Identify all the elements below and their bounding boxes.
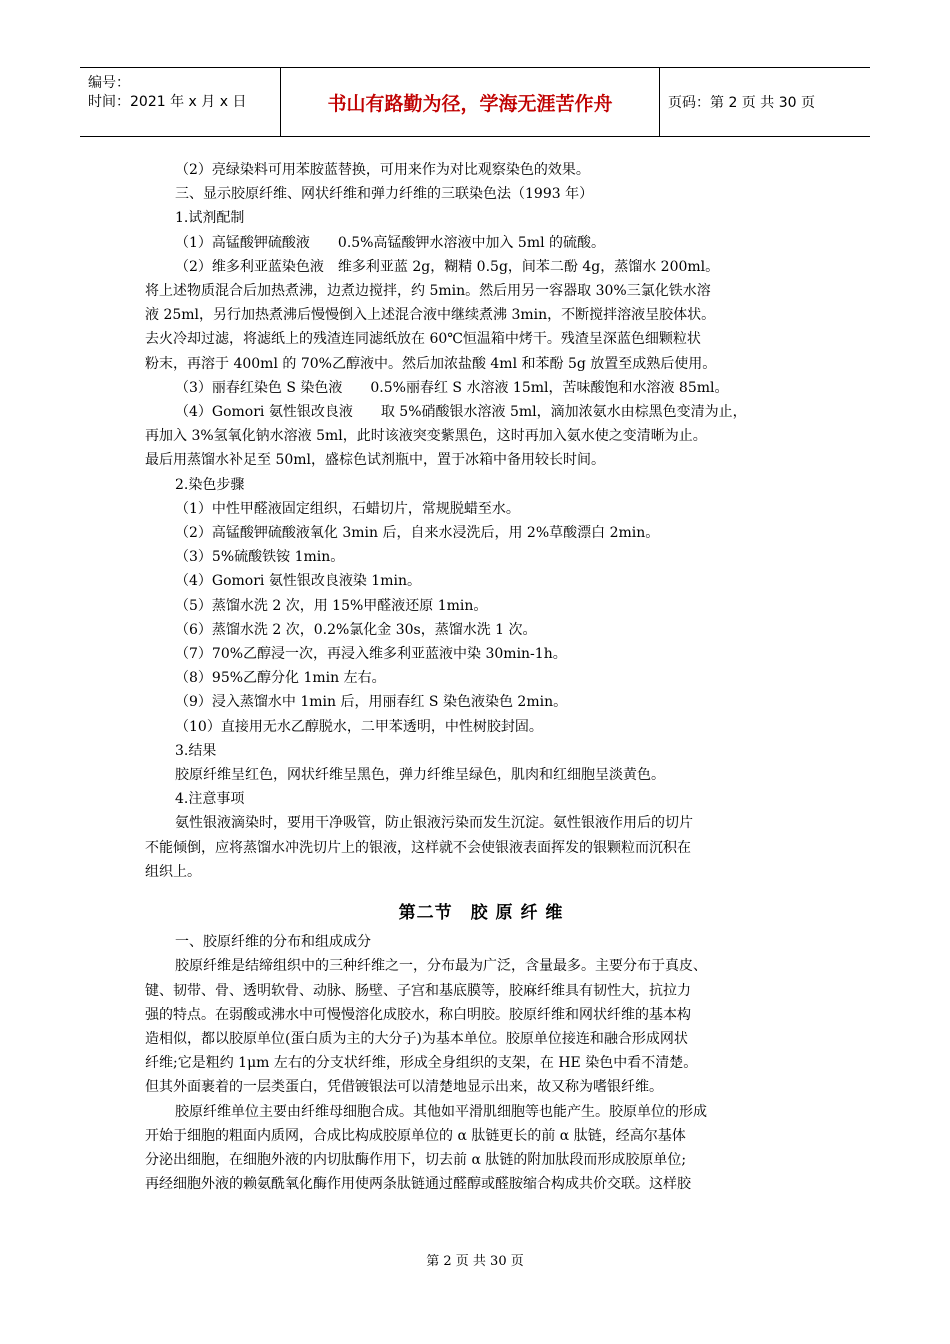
text-line: （7）70%乙醇浸一次，再浸入维多利亚蓝液中染 30min-1h。 <box>175 646 567 663</box>
text-line: （4）Gomori 氨性银改良液 取 5%硝酸银水溶液 5ml，滴加浓氨水由棕黑色变清为止， <box>175 404 747 421</box>
text-line: 胶原纤维呈红色，网状纤维呈黑色，弹力纤维呈绿色，肌肉和红细胞呈淡黄色。 <box>175 767 665 784</box>
text-line: 开始于细胞的粗面内质网，合成比构成胶原单位的 α 肽链更长的前 α 肽链，经高尔基体 <box>145 1127 686 1144</box>
text-line: 再加入 3%氢氧化钠水溶液 5ml，此时该液突变紫黑色，这时再加入氨水使之变清晰为止。 <box>145 428 707 445</box>
text-line: 分泌出细胞，在细胞外液的内切肽酶作用下，切去前 α 肽链的附加肽段而形成胶原单位; <box>145 1151 687 1168</box>
text-line: （1）高锰酸钾硫酸液 0.5%高锰酸钾水溶液中加入 5ml 的硫酸。 <box>175 234 606 251</box>
text-line: （9）浸入蒸馏水中 1min 后，用丽春红 S 染色液染色 2min。 <box>175 694 568 711</box>
text-line: （10）直接用无水乙醇脱水，二甲苯透明，中性树胶封固。 <box>175 718 543 735</box>
text-line: 不能倾倒，应将蒸馏水冲洗切片上的银液，这样就不会使银液表面挥发的银颗粒而沉积在 <box>145 839 691 856</box>
text-line: （3）5%硫酸铁铵 1min。 <box>175 549 345 566</box>
document-body <box>145 158 817 1196</box>
page-header <box>80 67 870 137</box>
document-number-label: 编号： <box>88 75 130 91</box>
text-line: 1.试剂配制 <box>175 210 245 227</box>
text-line: （1）中性甲醛液固定组织，石蜡切片，常规脱蜡至水。 <box>175 500 520 517</box>
header-page-info: 页码：第 2 页 共 30 页 <box>668 95 815 111</box>
header-motto: 书山有路勤为径，学海无涯苦作舟 <box>281 68 660 136</box>
text-line: 最后用蒸馏水补足至 50ml，盛棕色试剂瓶中，置于冰箱中备用较长时间。 <box>145 452 606 469</box>
text-line: 三、显示胶原纤维、网状纤维和弹力纤维的三联染色法（1993 年） <box>175 186 594 203</box>
text-line: （2）高锰酸钾硫酸液氧化 3min 后，自来水浸洗后，用 2%草酸漂白 2min。 <box>175 525 660 542</box>
text-line: 粉末，再溶于 400ml 的 70%乙醇液中。然后加浓盐酸 4ml 和苯酚 5g 放置至成熟后使用。 <box>145 355 717 372</box>
text-line: 去火冷却过滤，将滤纸上的残渣连同滤纸放在 60℃恒温箱中烤干。残渣呈深蓝色细颗粒状 <box>145 331 701 348</box>
text-line: 胶原纤维单位主要由纤维母细胞合成。其他如平滑肌细胞等也能产生。胶原单位的形成 <box>175 1103 707 1120</box>
text-line: 胶原纤维是结缔组织中的三种纤维之一，分布最为广泛，含量最多。主要分布于真皮、 <box>175 958 707 975</box>
text-line: 3.结果 <box>175 742 217 759</box>
text-line: 再经细胞外液的赖氨酰氧化酶作用使两条肽链通过醛醇或醛胺缩合构成共价交联。这样胶 <box>145 1176 691 1193</box>
header-meta <box>80 68 281 136</box>
text-line: 但其外面裹着的一层类蛋白，凭借镀银法可以清楚地显示出来，故又称为嗜银纤维。 <box>145 1079 663 1096</box>
collagen-section <box>145 930 817 1196</box>
text-line: （4）Gomori 氨性银改良液染 1min。 <box>175 573 421 590</box>
methods-section <box>145 158 817 884</box>
text-line: 键、韧带、骨、透明软骨、动脉、肠壁、子宫和基底膜等，胶麻纤维具有韧性大，抗拉力 <box>145 982 691 999</box>
text-line: （3）丽春红染色 S 染色液 0.5%丽春红 S 水溶液 15ml，苦味酸饱和水溶液 85ml。 <box>175 379 729 396</box>
text-line: 组织上。 <box>145 863 201 880</box>
section-title: 第二节 胶 原 纤 维 <box>398 903 564 924</box>
text-line: （2）亮绿染料可用苯胺蓝替换，可用来作为对比观察染色的效果。 <box>175 162 590 178</box>
text-line: （5）蒸馏水洗 2 次，用 15%甲醛液还原 1min。 <box>175 597 488 614</box>
text-line: 氨性银液滴染时，要用干净吸管，防止银液污染而发生沉淀。氨性银液作用后的切片 <box>175 815 693 832</box>
text-line: 强的特点。在弱酸或沸水中可慢慢溶化成胶水，称白明胶。胶原纤维和网状纤维的基本构 <box>145 1006 691 1023</box>
document-time: 时间：2021 年 x 月 x 日 <box>88 94 247 110</box>
text-line: 造相似，都以胶原单位(蛋白质为主的大分子)为基本单位。胶原单位接连和融合形成网状 <box>145 1030 688 1047</box>
text-line: 4.注意事项 <box>175 791 245 808</box>
text-line: （8）95%乙醇分化 1min 左右。 <box>175 670 386 687</box>
text-line: 纤维;它是粗约 1μm 左右的分支状纤维，形成全身组织的支架，在 HE 染色中看不清楚。 <box>145 1055 698 1072</box>
text-line: （6）蒸馏水洗 2 次，0.2%氯化金 30s，蒸馏水洗 1 次。 <box>175 621 537 638</box>
text-line: 2.染色步骤 <box>175 476 245 493</box>
text-line: 液 25ml，另行加热煮沸后慢慢倒入上述混合液中继续煮沸 3min，不断搅拌溶液呈胶体状。 <box>145 307 716 324</box>
text-line: （2）维多利亚蓝染色液 维多利亚蓝 2g，糊精 0.5g，间苯二酚 4g，蒸馏水 200ml。 <box>175 258 720 275</box>
text-line: 将上述物质混合后加热煮沸，边煮边搅拌，约 5min。然后用另一容器取 30%三氯化铁水溶 <box>145 283 711 300</box>
page-footer: 第 2 页 共 30 页 <box>426 1254 524 1269</box>
text-line: 一、胶原纤维的分布和组成成分 <box>175 934 371 951</box>
